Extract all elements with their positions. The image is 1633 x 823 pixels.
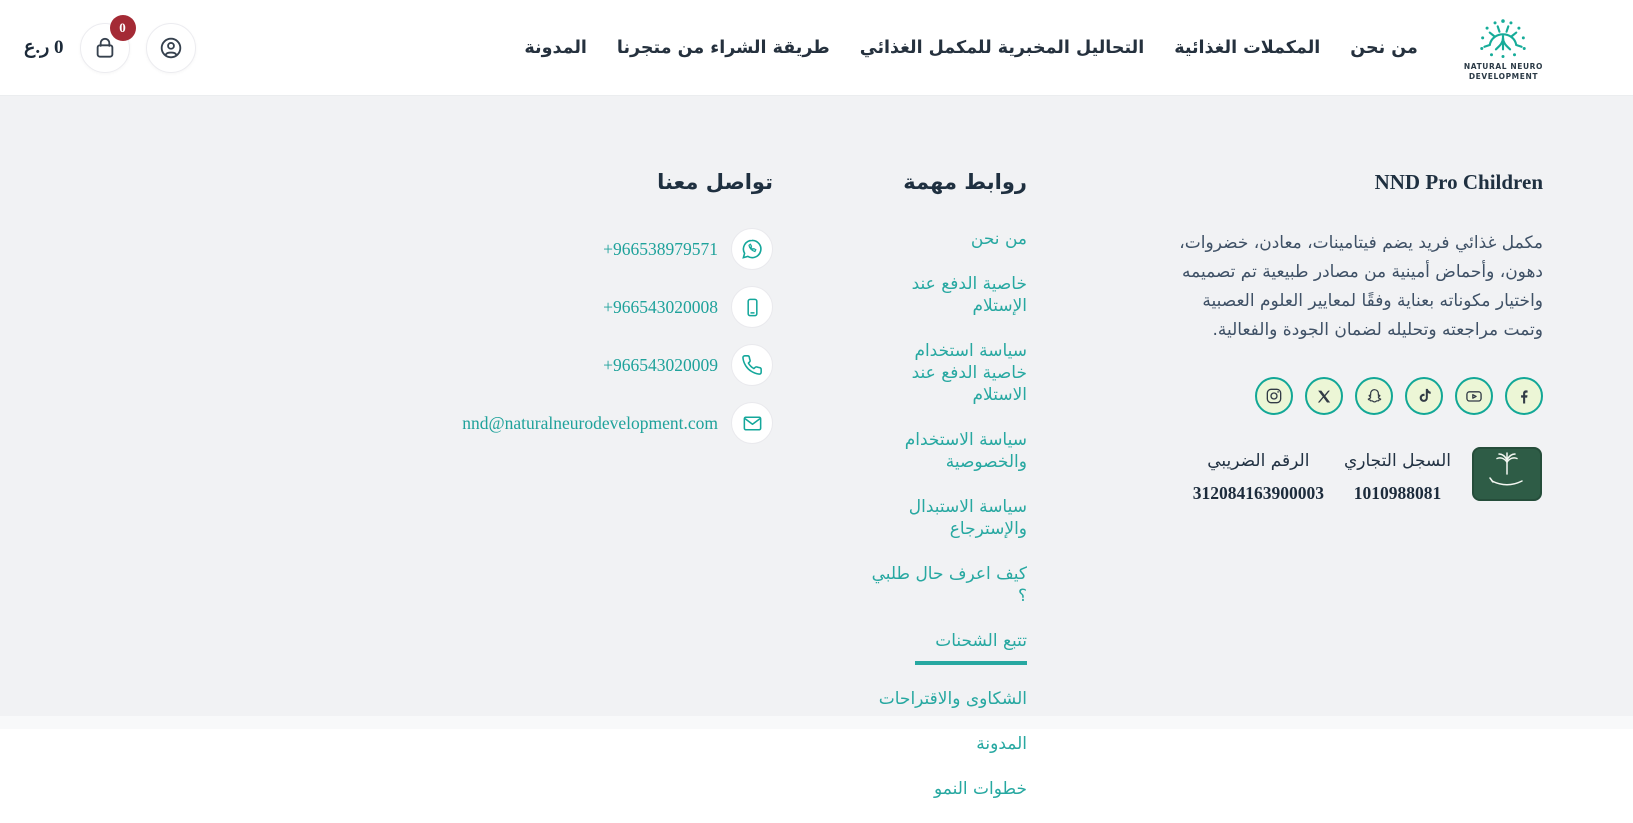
cart-button[interactable] xyxy=(80,19,130,73)
logo-text: NATURAL NEURO DEVELOPMENT xyxy=(1463,62,1543,81)
mobile-number[interactable]: +966543020008 xyxy=(603,296,718,317)
tax-number xyxy=(1193,445,1324,504)
user-icon xyxy=(158,35,184,61)
phone-icon[interactable] xyxy=(731,344,773,386)
mobile-icon[interactable] xyxy=(731,286,773,328)
contact-row-whatsapp xyxy=(463,228,773,270)
x-twitter-link[interactable] xyxy=(1305,377,1343,415)
facebook-link[interactable] xyxy=(1505,377,1543,415)
footer-link-track-shipments[interactable]: تتبع الشحنات xyxy=(915,630,1027,665)
saudi-flag-image xyxy=(1471,445,1543,503)
footer-link-about[interactable]: من نحن xyxy=(970,229,1027,249)
footer-link-blog[interactable]: المدونة xyxy=(976,734,1027,754)
main-nav xyxy=(524,38,1417,58)
account-button[interactable] xyxy=(146,23,196,73)
business-registry xyxy=(1163,445,1543,504)
whatsapp-icon[interactable] xyxy=(731,228,773,270)
commercial-register-label: السجل التجاري xyxy=(1343,451,1451,471)
site-footer xyxy=(0,96,1633,799)
logo[interactable] xyxy=(1464,14,1543,81)
nav-item-about[interactable]: من نحن xyxy=(1350,37,1418,58)
footer-about-column xyxy=(1163,170,1543,504)
tiktok-link[interactable] xyxy=(1405,377,1443,415)
footer-link-privacy-policy[interactable]: سياسة الاستخدام والخصوصية xyxy=(904,430,1027,472)
email-address[interactable]: nnd@naturalneurodevelopment.com xyxy=(462,412,718,433)
footer-link-complaints[interactable]: الشكاوى والاقتراحات xyxy=(878,689,1027,709)
social-links xyxy=(1163,377,1543,415)
product-title: NND Pro Children xyxy=(1374,170,1543,194)
contact-row-email xyxy=(463,402,773,444)
contact-row-mobile xyxy=(463,286,773,328)
header-actions xyxy=(24,19,196,73)
product-description: مكمل غذائي فريد يضم فيتامينات، معادن، خضروات، دهون، وأحماض أمينية من مصادر طبيعية تم تصميمه واختيار مكوناته بعناية وفقًا لمعايير العلوم العصبية وتمت مراجعته وتحليله لضمان الجودة والفعالية. xyxy=(1179,233,1543,340)
facebook-icon xyxy=(1514,386,1534,406)
footer-link-cod-feature[interactable]: خاصية الدفع عند الإستلام xyxy=(911,274,1027,316)
nav-item-how-to-buy[interactable]: طريقة الشراء من متجرنا xyxy=(616,37,830,58)
instagram-link[interactable] xyxy=(1255,377,1293,415)
youtube-link[interactable] xyxy=(1455,377,1493,415)
contact-row-phone xyxy=(463,344,773,386)
commercial-register-value: 1010988081 xyxy=(1353,483,1442,503)
shopping-bag-icon xyxy=(92,35,118,61)
tax-number-value: 312084163900003 xyxy=(1192,483,1324,503)
footer-link-growth-steps[interactable]: خطوات النمو xyxy=(933,779,1027,799)
logo-tree-icon xyxy=(1476,14,1530,60)
links-list xyxy=(869,228,1027,800)
footer-link-return-policy[interactable]: سياسة الاستبدال والإسترجاع xyxy=(908,497,1027,539)
instagram-icon xyxy=(1264,386,1284,406)
nav-item-blog[interactable]: المدونة xyxy=(524,37,587,58)
bottom-strip xyxy=(0,716,1633,729)
cart-total: 0 ر.ع xyxy=(24,37,64,58)
contact-heading: تواصل معنا xyxy=(657,170,773,194)
tiktok-icon xyxy=(1414,386,1434,406)
links-heading: روابط مهمة xyxy=(903,170,1027,194)
snapchat-icon xyxy=(1364,386,1385,407)
tax-number-label: الرقم الضريبي xyxy=(1207,451,1310,471)
youtube-icon xyxy=(1464,386,1484,406)
site-header xyxy=(0,0,1633,96)
nav-item-lab-tests[interactable]: التحاليل المخبرية للمكمل الغذائي xyxy=(859,37,1145,58)
nav-item-supplements[interactable]: المكملات الغذائية xyxy=(1174,37,1321,58)
x-twitter-icon xyxy=(1315,387,1334,406)
commercial-register xyxy=(1344,445,1451,504)
whatsapp-number[interactable]: +966538979571 xyxy=(603,238,718,259)
phone-number[interactable]: +966543020009 xyxy=(603,354,718,375)
cart-count-badge: 0 xyxy=(110,15,136,41)
footer-contact-column xyxy=(463,170,773,460)
footer-link-cod-policy[interactable]: سياسة استخدام خاصية الدفع عند الاستلام xyxy=(911,341,1027,405)
footer-link-order-status[interactable]: كيف اعرف حال طلبي ؟ xyxy=(871,564,1027,606)
email-icon[interactable] xyxy=(731,402,773,444)
snapchat-link[interactable] xyxy=(1355,377,1393,415)
